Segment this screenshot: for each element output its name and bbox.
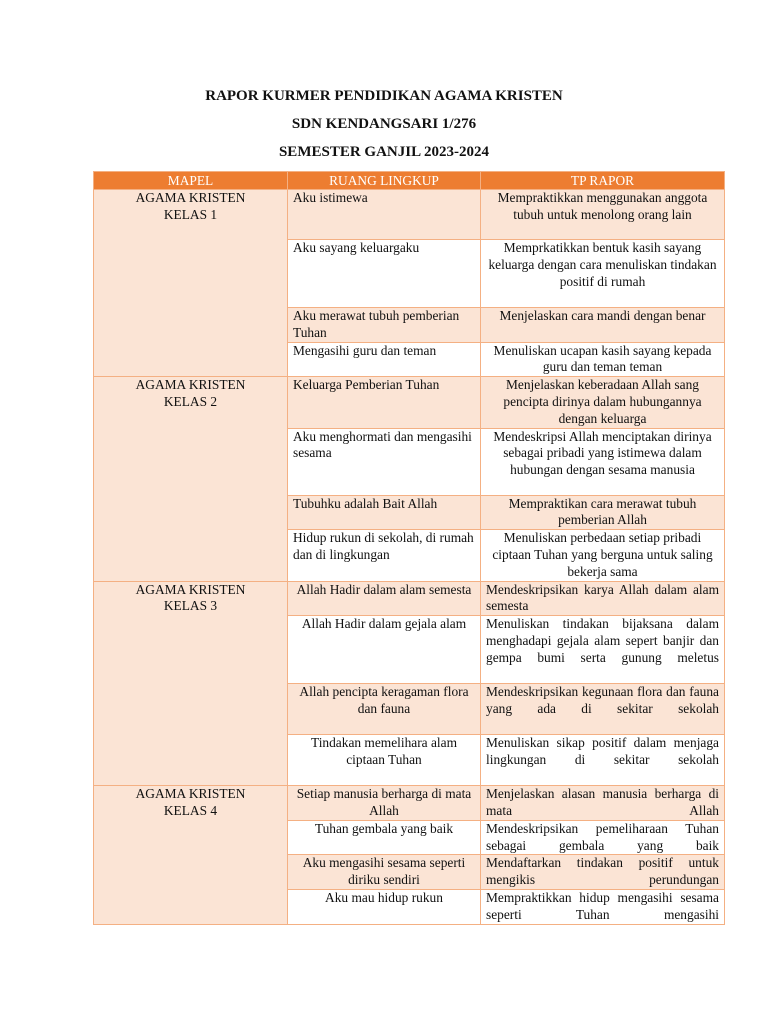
lingkup-cell: Allah Hadir dalam alam semesta xyxy=(288,581,481,616)
mapel-line-1: AGAMA KRISTEN xyxy=(135,786,246,802)
lingkup-cell: Allah Hadir dalam gejala alam xyxy=(288,616,481,684)
lingkup-cell: Allah pencipta keragaman flora dan fauna xyxy=(288,684,481,735)
tp-cell: Menjelaskan cara mandi dengan benar xyxy=(481,308,725,343)
table-row xyxy=(94,377,725,428)
tp-cell: Mempraktikkan hidup mengasihi sesama seperti Tuhan mengasihi xyxy=(481,889,725,924)
table-row xyxy=(94,581,725,616)
tp-cell: Mendeskripsikan kegunaan flora dan fauna yang ada di sekitar sekolah xyxy=(481,684,725,735)
lingkup-cell: Tubuhku adalah Bait Allah xyxy=(288,495,481,530)
column-header-tp-rapor: TP RAPOR xyxy=(481,172,725,190)
tp-cell: Menuliskan perbedaan setiap pribadi ciptaan Tuhan yang berguna untuk saling bekerja sama xyxy=(481,530,725,581)
tp-cell: Mendaftarkan tindakan positif untuk mengikis perundungan xyxy=(481,855,725,890)
lingkup-cell: Aku menghormati dan mengasihi sesama xyxy=(288,428,481,495)
lingkup-cell: Aku sayang keluargaku xyxy=(288,240,481,308)
mapel-line-1: AGAMA KRISTEN xyxy=(135,581,246,597)
table-row xyxy=(94,786,725,821)
tp-cell: Menjelaskan alasan manusia berharga di mata Allah xyxy=(481,786,725,821)
tp-cell: Mendeskripsi Allah menciptakan dirinya sebagai pribadi yang istimewa dalam hubungan dengan sesama manusia xyxy=(481,428,725,495)
mapel-line-2: KELAS 2 xyxy=(163,393,218,409)
lingkup-cell: Aku mengasihi sesama seperti diriku sendiri xyxy=(288,855,481,890)
table-header-row xyxy=(94,172,725,190)
table-row xyxy=(94,190,725,240)
mapel-cell-kelas-1 xyxy=(94,190,288,377)
tp-cell: Mendeskripsikan karya Allah dalam alam semesta xyxy=(481,581,725,616)
tp-cell: Menuliskan ucapan kasih sayang kepada guru dan teman teman xyxy=(481,342,725,377)
tp-cell: Menjelaskan keberadaan Allah sang pencipta dirinya dalam hubungannya dengan keluarga xyxy=(481,377,725,428)
lingkup-cell: Hidup rukun di sekolah, di rumah dan di lingkungan xyxy=(288,530,481,581)
mapel-cell-kelas-3 xyxy=(94,581,288,786)
mapel-line-1: AGAMA KRISTEN xyxy=(135,377,246,393)
mapel-line-2: KELAS 1 xyxy=(163,206,218,222)
tp-cell: Memprkatikkan bentuk kasih sayang keluarga dengan cara menuliskan tindakan positif di rumah xyxy=(481,240,725,308)
lingkup-cell: Keluarga Pemberian Tuhan xyxy=(288,377,481,428)
mapel-cell-kelas-2 xyxy=(94,377,288,581)
lingkup-cell: Aku istimewa xyxy=(288,190,481,240)
rapor-table xyxy=(93,171,725,925)
tp-cell: Menuliskan tindakan bijaksana dalam menghadapi gejala alam sepert banjir dan gempa bumi serta gunung meletus xyxy=(481,616,725,684)
lingkup-cell: Mengasihi guru dan teman xyxy=(288,342,481,377)
tp-cell: Mempraktikkan menggunakan anggota tubuh untuk menolong orang lain xyxy=(481,190,725,240)
lingkup-cell: Aku mau hidup rukun xyxy=(288,889,481,924)
mapel-line-2: KELAS 4 xyxy=(163,802,218,818)
school-name: SDN KENDANGSARI 1/276 xyxy=(291,116,477,132)
mapel-line-2: KELAS 3 xyxy=(163,598,218,614)
column-header-mapel: MAPEL xyxy=(94,172,288,190)
column-header-ruang-lingkup: RUANG LINGKUP xyxy=(288,172,481,190)
semester-label: SEMESTER GANJIL 2023-2024 xyxy=(278,144,490,160)
document-title: RAPOR KURMER PENDIDIKAN AGAMA KRISTEN xyxy=(205,88,563,104)
lingkup-cell: Tuhan gembala yang baik xyxy=(288,820,481,855)
mapel-line-1: AGAMA KRISTEN xyxy=(135,190,246,205)
lingkup-cell: Aku merawat tubuh pemberian Tuhan xyxy=(288,308,481,343)
lingkup-cell: Tindakan memelihara alam ciptaan Tuhan xyxy=(288,735,481,786)
mapel-cell-kelas-4 xyxy=(94,786,288,924)
lingkup-cell: Setiap manusia berharga di mata Allah xyxy=(288,786,481,821)
tp-cell: Mempraktikan cara merawat tubuh pemberian Allah xyxy=(481,495,725,530)
tp-cell: Menuliskan sikap positif dalam menjaga lingkungan di sekitar sekolah xyxy=(481,735,725,786)
tp-cell: Mendeskripsikan pemeliharaan Tuhan sebagai gembala yang baik xyxy=(481,820,725,855)
